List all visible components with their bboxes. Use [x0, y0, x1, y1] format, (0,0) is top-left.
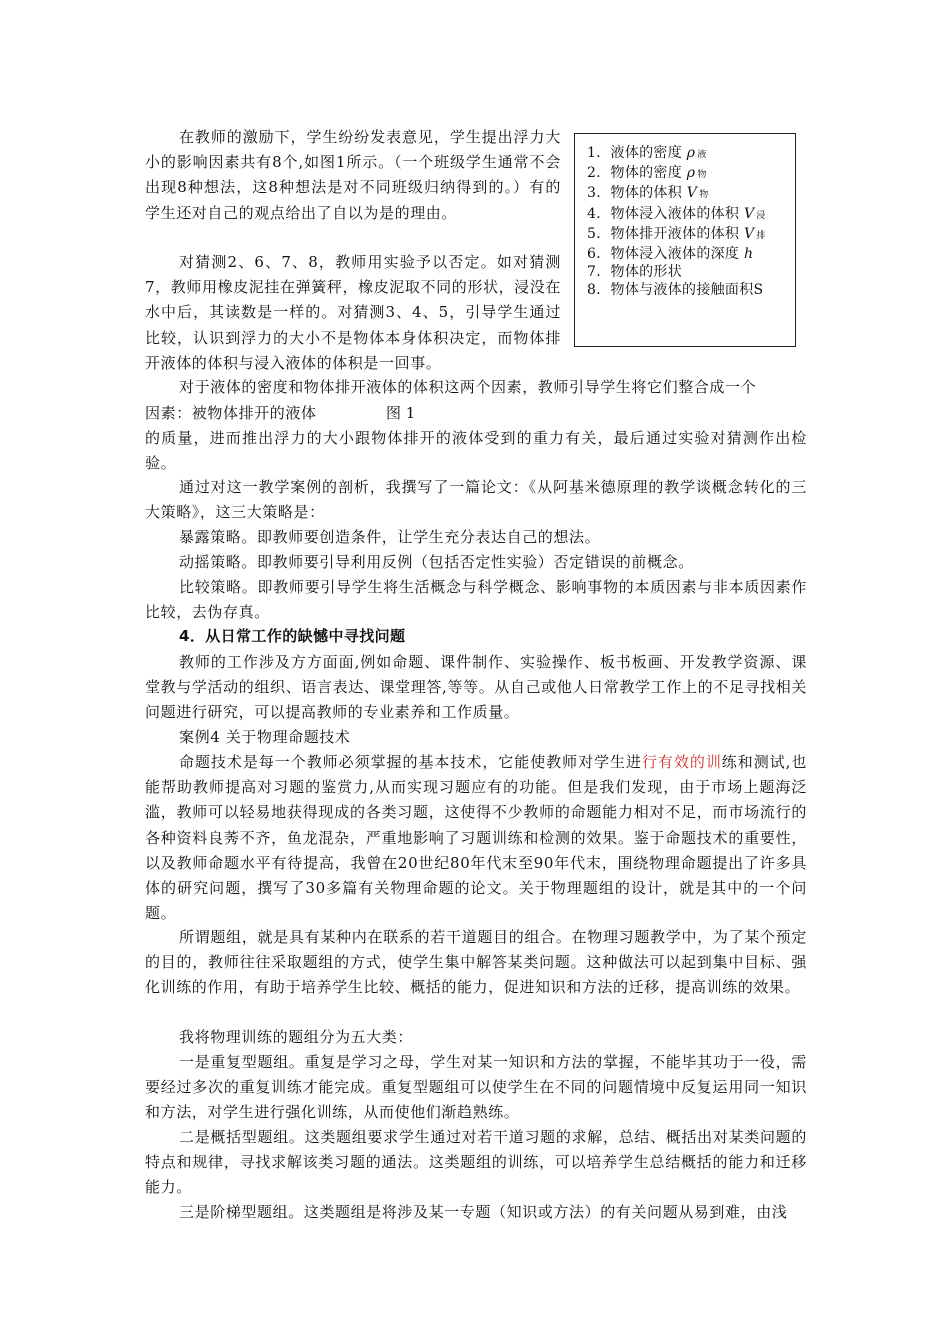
paragraph-guess-refutation: 对猜测2、6、7、8，教师用实验予以否定。如对猜测7，教师用橡皮泥挂在弹簧秤，橡皮泥取不同的形状，浸没在水中后，其读数是一样的。对猜测3、4、5，引导学生通过比较，认识到浮力的大小不是物体本身体积决定，而物体排开液体的体积与浸入液体的体积是一回事。 [145, 253, 561, 372]
paragraph-question-technique [145, 750, 807, 926]
figure-item-text: 物体浸入液体的体积 [610, 205, 740, 222]
figure-item-symbol: ρ [686, 145, 696, 161]
figure-1-item [587, 225, 787, 245]
figure-item-symbol: V [686, 185, 698, 202]
figure-1-list [587, 144, 787, 300]
paragraph-integrate-factors-cont: 因素：被物体排开的液体 [145, 404, 317, 422]
figure-item-number: 5． [587, 225, 611, 242]
figure-item-number: 6． [587, 246, 611, 263]
highlighted-text: 行有效的训 [641, 753, 722, 771]
figure-item-text: 物体的体积 [610, 185, 683, 202]
paragraph-paper-strategies: 通过对这一教学案例的剖析，我撰写了一篇论文：《从阿基米德原理的教学谈概念转化的三大策略》，这三大策略是： [145, 478, 807, 522]
figure-item-text: 物体排开液体的体积 [610, 225, 740, 242]
figure-item-number: 8． [587, 282, 611, 299]
paragraph-buoyancy-conclusion: 的质量，进而推出浮力的大小跟物体排开的液体受到的重力有关，最后通过实验对猜测作出检验。 [145, 429, 807, 473]
figure-item-symbol: V [743, 205, 755, 222]
paragraph-case-4-title: 案例4 关于物理命题技术 [179, 728, 351, 746]
paragraph-ladder-type: 三是阶梯型题组。这类题组是将涉及某一专题（知识或方法）的有关问题从易到难，由浅 [179, 1203, 788, 1221]
figure-item-number: 4． [587, 205, 611, 222]
figure-item-text: 物体与液体的接触面积S [610, 282, 764, 299]
section-heading-4: 4．从日常工作的缺憾中寻找问题 [179, 627, 406, 645]
question-technique-text-b: 练和测试,也能帮助教师提高对习题的鉴赏力,从而实现习题应有的功能。但是我们发现，由于市场上题海泛滥，教师可以轻易地获得现成的各类习题，这使得不少教师的命题能力相对不足，而市场流行的各种资料良莠不齐，鱼龙混杂，严重地影响了习题训练和检测的效果。鉴于命题技术的重要性，以及教师命题水平有待提高，我曾在20世纪80年代末至90年代末，围绕物理命题提出了许多具体的研究问题，撰写了30多篇有关物理命题的论文。关于物理题组的设计，就是其中的一个问题。 [145, 753, 807, 923]
figure-item-text: 物体的形状 [610, 264, 683, 281]
figure-item-number: 7． [587, 264, 611, 281]
figure-item-subscript: 浸 [756, 210, 766, 221]
figure-1-item [587, 144, 787, 164]
figure-item-text: 物体的密度 [610, 165, 683, 182]
figure-item-text: 物体浸入液体的深度 [610, 246, 740, 263]
figure-1-caption: 图 1 [386, 404, 416, 422]
paragraph-student-factors: 在教师的激励下，学生纷纷发表意见，学生提出浮力大小的影响因素共有8个,如图1所示。（一个班级学生通常不会出现8种想法，这8种想法是对不同班级归纳得到的。）有的学生还对自己的观点给出了自以为是的理由。 [145, 128, 561, 222]
figure-1-item [587, 263, 787, 281]
question-technique-text-a: 命题技术是每一个教师必须掌握的基本技术，它能使教师对学生进 [179, 753, 642, 771]
figure-1-item [587, 245, 787, 263]
paragraph-repeat-type: 一是重复型题组。重复是学习之母，学生对某一知识和方法的掌握，不能毕其功于一役，需要经过多次的重复训练才能完成。重复型题组可以使学生在不同的问题情境中反复运用同一知识和方法，对学生进行强化训练，从而使他们渐趋熟练。 [145, 1053, 807, 1122]
figure-1-box [574, 133, 796, 347]
figure-1-item [587, 281, 787, 299]
figure-item-number: 1． [587, 145, 611, 161]
paragraph-question-groups: 所谓题组，就是具有某种内在联系的若干道题目的组合。在物理习题教学中，为了某个预定的目的，教师往往采取题组的方式，使学生集中解答某类问题。这种做法可以起到集中目标、强化训练的作用，有助于培养学生比较、概括的能力，促进知识和方法的迁移，提高训练的效果。 [145, 928, 807, 997]
paragraph-integrate-factors: 对于液体的密度和物体排开液体的体积这两个因素，教师引导学生将它们整合成一个 [179, 378, 757, 396]
figure-item-number: 3． [587, 185, 611, 202]
figure-item-symbol: h [743, 246, 754, 263]
paragraph-compare-strategy: 比较策略。即教师要引导学生将生活概念与科学概念、影响事物的本质因素与非本质因素作比较，去伪存真。 [145, 578, 807, 622]
figure-item-symbol: V [743, 225, 755, 242]
paragraph-exposure-strategy: 暴露策略。即教师要创造条件，让学生充分表达自己的想法。 [179, 528, 601, 546]
paragraph-summary-type: 二是概括型题组。这类题组要求学生通过对若干道习题的求解，总结、概括出对某类问题的特点和规律，寻找求解该类习题的通法。这类题组的训练，可以培养学生总结概括的能力和迁移能力。 [145, 1128, 807, 1197]
figure-item-subscript: 液 [697, 150, 707, 160]
paragraph-five-categories: 我将物理训练的题组分为五大类： [179, 1028, 414, 1046]
figure-item-subscript: 物 [697, 170, 707, 181]
figure-1-item [587, 184, 787, 204]
figure-item-symbol: ρ [686, 165, 696, 182]
paragraph-shake-strategy: 动摇策略。即教师要引导利用反例（包括否定性实验）否定错误的前概念。 [179, 553, 694, 571]
figure-item-text: 液体的密度 [610, 145, 683, 161]
figure-item-number: 2． [587, 165, 611, 182]
paragraph-teacher-work: 教师的工作涉及方方面面,例如命题、课件制作、实验操作、板书板画、开发教学资源、课堂教与学活动的组织、语言表达、课堂理答,等等。从自己或他人日常教学工作上的不足寻找相关问题进行研究，可以提高教师的专业素养和工作质量。 [145, 653, 807, 722]
figure-item-subscript: 物 [699, 190, 709, 201]
figure-1-item [587, 164, 787, 184]
figure-item-subscript: 排 [756, 230, 766, 241]
figure-1-item [587, 205, 787, 225]
